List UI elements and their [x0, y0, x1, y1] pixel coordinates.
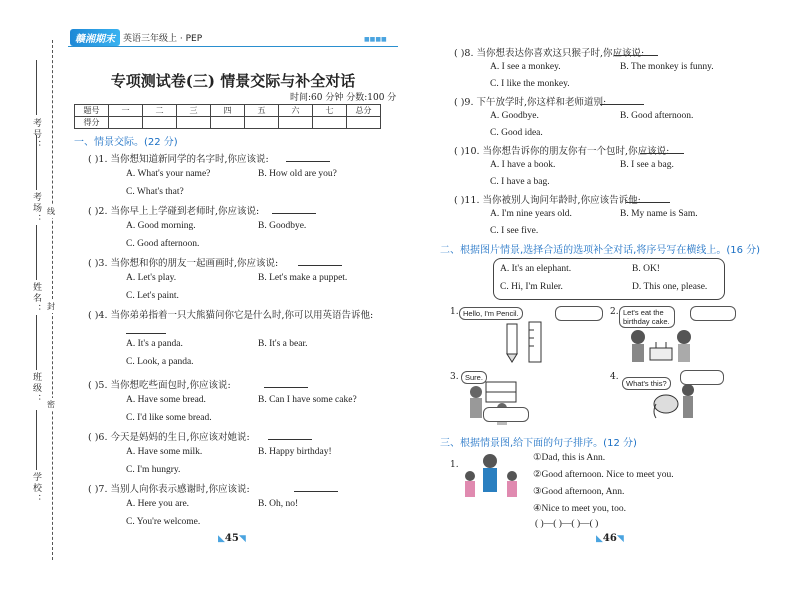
cut-mark: 密 [47, 400, 55, 409]
option-c: C. Let's paint. [126, 291, 179, 301]
blank-line[interactable] [36, 60, 37, 115]
option-a: A. Have some milk. [126, 447, 203, 457]
cut-mark: 封 [47, 302, 55, 311]
question-prompt: ( )4. 当你弟弟指着一只大熊猫问你它是什么时,你可以用英语告诉他: [88, 310, 374, 321]
option-a: A. I see a monkey. [490, 62, 561, 72]
option-b: B. My name is Sam. [620, 209, 698, 219]
picture-number: 2. [610, 307, 619, 317]
option-a: A. I'm nine years old. [490, 209, 572, 219]
exam-number-label: 考号： [31, 118, 41, 151]
answer-blank[interactable] [614, 46, 658, 56]
blank-line[interactable] [36, 315, 37, 370]
question-prompt: ( )1. 当你想知道新同学的名字时,你应该说: [88, 154, 269, 165]
score-header-cell: 七 [313, 105, 347, 117]
question-prompt: ( )9. 下午放学时,你这样和老师道别: [454, 97, 607, 108]
brand [70, 29, 202, 45]
option-b: B. I see a bag. [620, 160, 674, 170]
score-cell[interactable] [245, 117, 279, 129]
option-a: A. I have a book. [490, 160, 556, 170]
question-prompt: ( )6. 今天是妈妈的生日,你应该对她说: [88, 432, 250, 443]
option-b: B. The monkey is funny. [620, 62, 714, 72]
answer-blank[interactable] [272, 204, 316, 214]
question-prompt: ( )10. 当你想告诉你的朋友你有一个包时,你应该说: [454, 146, 670, 157]
brand-logo: 赣湘期末 [70, 29, 120, 46]
blank-line[interactable] [36, 135, 37, 190]
score-header-cell: 三 [177, 105, 211, 117]
class-label: 班级： [31, 372, 41, 405]
answer-blank[interactable] [286, 152, 330, 162]
score-cell[interactable] [347, 117, 381, 129]
score-header-cell: 四 [211, 105, 245, 117]
header-decoration: ■■■■ [364, 36, 387, 43]
picture-number: 1. [450, 307, 459, 317]
option-c: C. I have a bag. [490, 177, 550, 187]
section-2-heading: 二、根据图片情景,选择合适的选项补全对话,将序号写在横线上。(16 分) [440, 245, 761, 256]
page-number-text: 45 [224, 533, 239, 544]
birthday-cake-illustration [626, 328, 696, 366]
answer-blank[interactable] [294, 482, 338, 492]
sentence-4: ④Nice to meet you, too. [533, 504, 626, 514]
section-1-heading: 一、情景交际。(22 分) [74, 137, 178, 148]
option-b: B. Let's make a puppet. [258, 273, 348, 283]
score-cell[interactable] [143, 117, 177, 129]
option-c: C. Hi, I'm Ruler. [500, 282, 563, 292]
question-prompt: ( )3. 当你想和你的朋友一起画画时,你应该说: [88, 258, 279, 269]
option-b: B. It's a bear. [258, 339, 308, 349]
name-label: 姓名： [31, 282, 41, 315]
score-header-cell: 五 [245, 105, 279, 117]
option-b: B. Can I have some cake? [258, 395, 357, 405]
page-number-left: ◣45◥ [218, 533, 246, 544]
answer-bubble[interactable] [483, 407, 529, 422]
option-b: B. Happy birthday! [258, 447, 332, 457]
section-3-heading: 三、根据情景图,给下面的句子排序。(12 分) [440, 438, 637, 449]
option-a: A. What's your name? [126, 169, 211, 179]
answer-blank[interactable] [298, 256, 342, 266]
answer-blank[interactable] [626, 193, 670, 203]
answer-blank[interactable] [264, 378, 308, 388]
page-number-right: ◣46◥ [596, 533, 624, 544]
answer-bubble[interactable] [555, 306, 603, 321]
option-c: C. Look, a panda. [126, 357, 194, 367]
option-b: B. OK! [632, 264, 660, 274]
answer-blank[interactable] [640, 144, 684, 154]
option-c: C. I see five. [490, 226, 539, 236]
score-row-label: 得分 [75, 117, 109, 129]
exam-room-label: 考场： [31, 192, 41, 225]
option-a: A. Let's play. [126, 273, 177, 283]
elephant-illustration [650, 378, 700, 423]
header-rule [68, 46, 398, 47]
speech-bubble: Sure. [461, 371, 487, 384]
picture-number: 3. [450, 372, 459, 382]
binding-sidebar [0, 0, 62, 590]
question-prompt: ( )2. 当你早上上学碰到老师时,你应该说: [88, 206, 260, 217]
page-number-text: 46 [602, 533, 617, 544]
blank-line[interactable] [36, 225, 37, 280]
question-prompt: ( )7. 当别人向你表示感谢时,你应该说: [88, 484, 250, 495]
answer-bubble[interactable] [690, 306, 736, 321]
order-answer-line[interactable]: ( )—( )—( )—( ) [535, 519, 599, 529]
score-table [74, 104, 381, 129]
option-b: B. Oh, no! [258, 499, 299, 509]
score-header-cell: 六 [279, 105, 313, 117]
option-c: C. You're welcome. [126, 517, 201, 527]
sentence-3: ③Good afternoon, Ann. [533, 487, 625, 497]
question-prompt: ( )8. 当你想表达你喜欢这只猴子时,你应该说: [454, 48, 645, 59]
question-prompt: ( )5. 当你想吃些面包时,你应该说: [88, 380, 231, 391]
page-title: 专项测试卷(三) 情景交际与补全对话 [110, 72, 356, 90]
score-cell[interactable] [313, 117, 347, 129]
option-d: D. This one, please. [632, 282, 708, 292]
option-b: B. Good afternoon. [620, 111, 694, 121]
school-label: 学校： [31, 472, 41, 505]
family-illustration [460, 452, 524, 502]
option-c: C. Good afternoon. [126, 239, 200, 249]
score-header-cell: 一 [109, 105, 143, 117]
option-c: C. What's that? [126, 187, 184, 197]
speech-bubble: Hello, I'm Pencil. [459, 307, 523, 320]
question-prompt: ( )11. 当你被别人询问年龄时,你应该告诉他: [454, 195, 641, 206]
option-a: A. Good morning. [126, 221, 196, 231]
option-c: C. I'd like some bread. [126, 413, 212, 423]
brand-subtitle: 英语三年级上 · PEP [123, 33, 203, 44]
option-b: B. How old are you? [258, 169, 337, 179]
option-c: C. Good idea. [490, 128, 543, 138]
score-header-cell: 总分 [347, 105, 381, 117]
option-a: A. Have some bread. [126, 395, 206, 405]
picture-number: 1. [450, 460, 459, 470]
picture-number: 4. [610, 372, 619, 382]
score-header-cell: 二 [143, 105, 177, 117]
option-b: B. Goodbye. [258, 221, 307, 231]
score-cell[interactable] [177, 117, 211, 129]
option-a: A. It's an elephant. [500, 264, 572, 274]
option-a: A. Here you are. [126, 499, 190, 509]
time-score-info: 时间:60 分钟 分数:100 分 [290, 93, 397, 103]
option-a: A. It's a panda. [126, 339, 183, 349]
score-cell[interactable] [279, 117, 313, 129]
score-cell[interactable] [109, 117, 143, 129]
pencil-ruler-illustration [495, 320, 555, 365]
score-header-cell: 题号 [75, 105, 109, 117]
speech-bubble: What's this? [622, 377, 671, 390]
answer-blank[interactable] [126, 324, 166, 334]
answer-blank[interactable] [268, 430, 312, 440]
score-cell[interactable] [211, 117, 245, 129]
option-c: C. I'm hungry. [126, 465, 181, 475]
sentence-1: ①Dad, this is Ann. [533, 453, 606, 463]
blank-line[interactable] [36, 410, 37, 470]
sentence-2: ②Good afternoon. Nice to meet you. [533, 470, 674, 480]
cut-mark: 线 [47, 207, 55, 216]
answer-blank[interactable] [600, 95, 644, 105]
speech-bubble: Let's eat the birthday cake. [619, 306, 675, 328]
option-a: A. Goodbye. [490, 111, 539, 121]
option-c: C. I like the monkey. [490, 79, 570, 89]
